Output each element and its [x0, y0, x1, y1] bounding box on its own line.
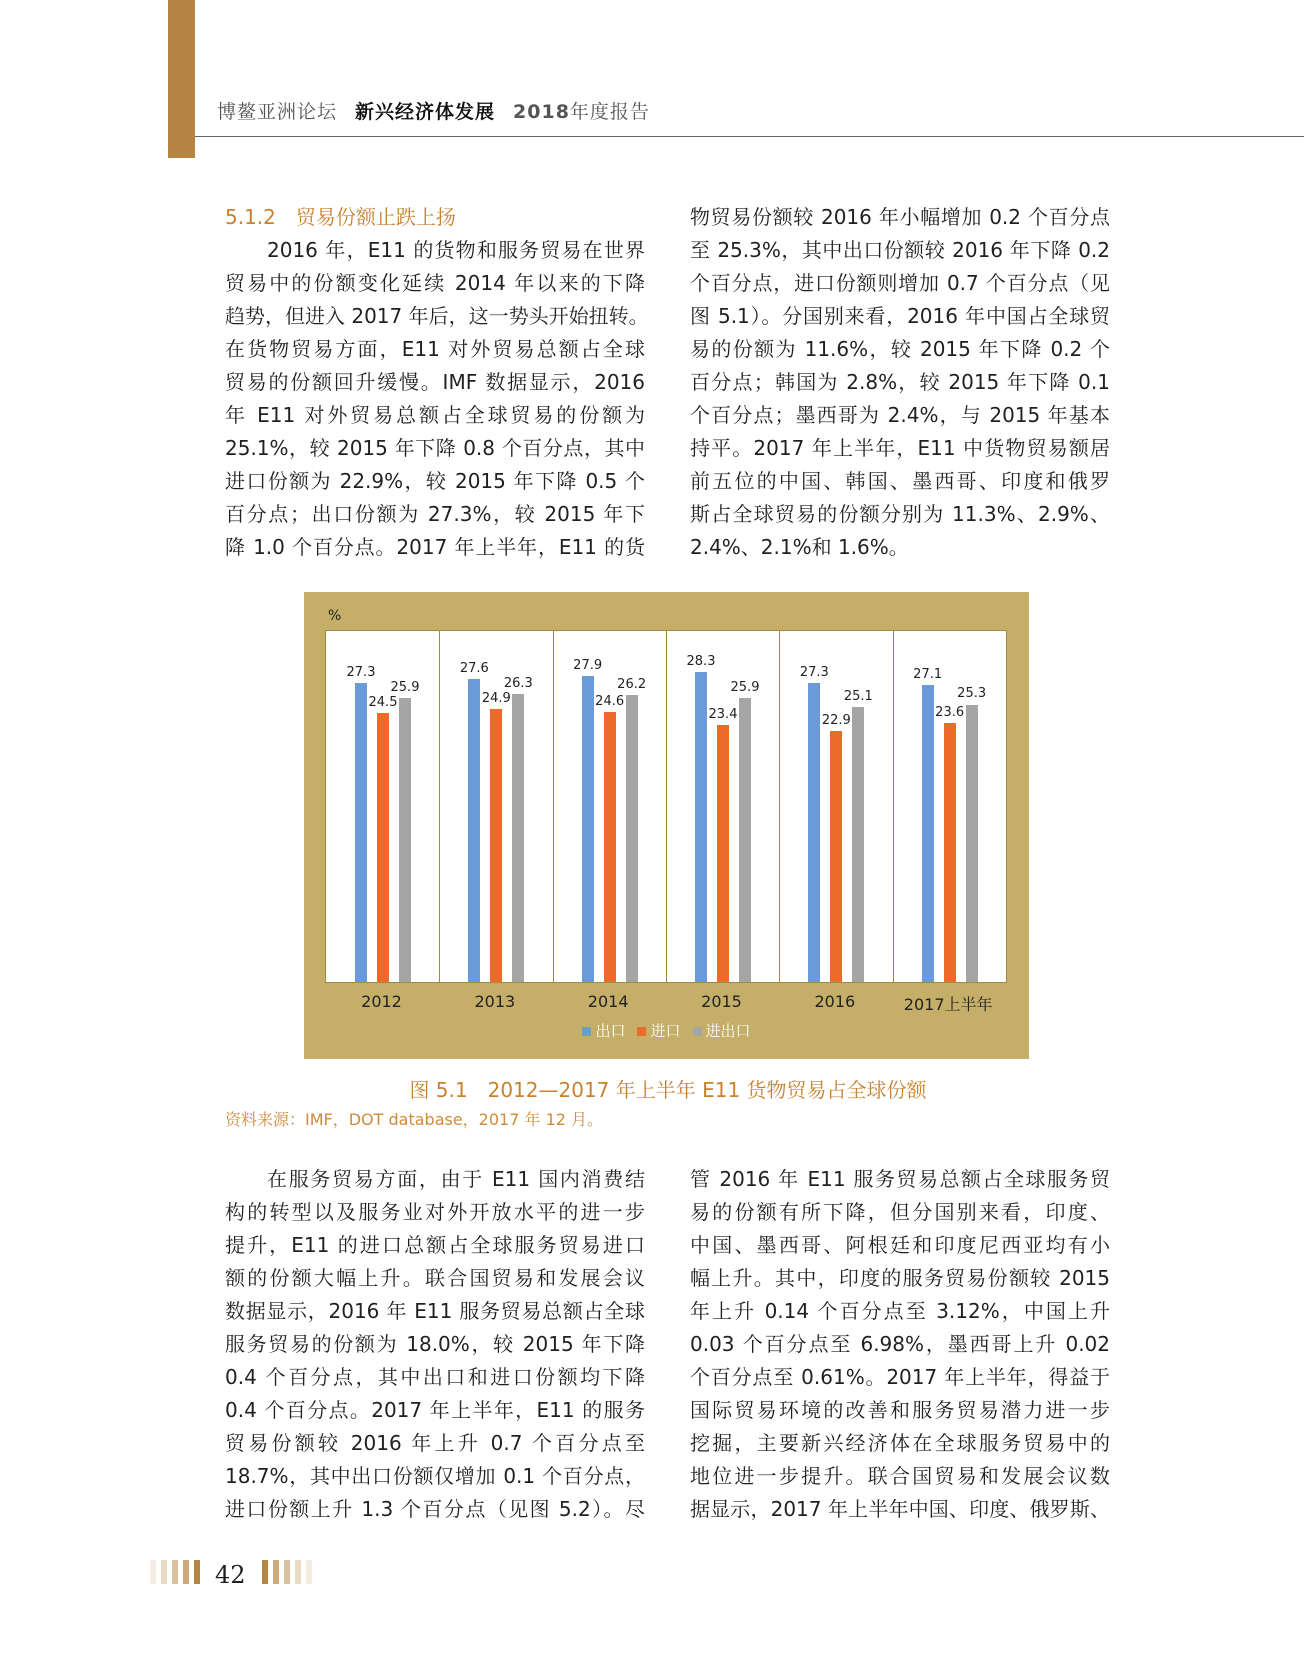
text-line: 2.4%、2.1%和 1.6%。 — [690, 535, 909, 559]
header-divider — [195, 136, 1304, 137]
section-heading: 5.1.2 贸易份额止跌上扬 — [225, 205, 456, 229]
value-label: 25.9 — [390, 679, 420, 695]
header-forum: 博鳌亚洲论坛 — [217, 101, 338, 123]
decorative-stripe — [295, 1560, 301, 1584]
decorative-stripe — [183, 1560, 189, 1584]
value-label: 26.2 — [617, 676, 647, 692]
plot-area — [325, 630, 1007, 983]
bar-进口-2014 — [604, 712, 616, 982]
text-line: 贸易份额较 2016 年上升 0.7 个百分点至 — [225, 1431, 645, 1455]
text-line: 进口份额上升 1.3 个百分点（见图 5.2）。尽 — [225, 1497, 645, 1521]
value-label: 27.1 — [913, 666, 943, 682]
bar-进口-2016 — [830, 731, 842, 982]
bar-进口-2017上半年 — [944, 723, 956, 982]
bar-进出口-2015 — [739, 698, 751, 982]
decorative-stripe — [194, 1560, 200, 1584]
value-label: 24.9 — [481, 690, 511, 706]
legend-item — [637, 1022, 680, 1040]
legend-item — [693, 1022, 751, 1040]
bar-进出口-2016 — [852, 707, 864, 982]
legend-label: 进口 — [650, 1022, 681, 1040]
text-column-top-left — [225, 201, 649, 564]
bar-出口-2013 — [468, 679, 480, 982]
bar-进出口-2013 — [512, 694, 524, 982]
figure-caption: 图 5.1 2012—2017 年上半年 E11 货物贸易占全球份额 — [409, 1078, 927, 1102]
x-tick-label: 2015 — [701, 992, 742, 1011]
decorative-stripe — [262, 1560, 268, 1584]
text-line: 贸易的份额回升缓慢。IMF 数据显示，2016 — [225, 370, 645, 394]
figure-source: 资料来源：IMF，DOT database，2017 年 12 月。 — [225, 1110, 604, 1129]
bar-进口-2013 — [490, 709, 502, 982]
value-label: 23.6 — [935, 705, 965, 721]
bar-进口-2015 — [717, 725, 729, 982]
value-label: 27.6 — [459, 661, 489, 677]
value-label: 23.4 — [708, 707, 738, 723]
header-suffix: 年度报告 — [569, 101, 650, 123]
value-label: 27.3 — [346, 664, 376, 680]
value-label: 28.3 — [686, 653, 716, 669]
text-line: 个百分点至 0.61%。2017 年上半年，得益于 — [690, 1365, 1110, 1389]
text-line: 管 2016 年 E11 服务贸易总额占全球服务贸 — [690, 1167, 1110, 1191]
value-label: 27.9 — [573, 657, 603, 673]
text-line: 构的转型以及服务业对外开放水平的进一步 — [225, 1200, 645, 1224]
text-line: 据显示，2017 年上半年中国、印度、俄罗斯、 — [690, 1497, 1110, 1521]
text-column-bottom-left — [225, 1163, 645, 1526]
text-line: 国际贸易环境的改善和服务贸易潜力进一步 — [690, 1398, 1110, 1422]
legend-label: 进出口 — [705, 1022, 751, 1040]
text-line: 挖掘，主要新兴经济体在全球服务贸易中的 — [690, 1431, 1110, 1455]
text-line: 年上升 0.14 个百分点至 3.12%，中国上升 — [690, 1299, 1110, 1323]
text-column-bottom-right — [690, 1163, 1110, 1526]
text-line: 个百分点，进口份额则增加 0.7 个百分点（见 — [690, 271, 1110, 295]
group-divider — [553, 631, 554, 982]
text-line: 0.4 个百分点。2017 年上半年，E11 的服务 — [225, 1398, 645, 1422]
text-line: 额的份额大幅上升。联合国贸易和发展会议 — [225, 1266, 645, 1290]
text-line: 贸易中的份额变化延续 2014 年以来的下降 — [225, 271, 645, 295]
bar-进出口-2012 — [399, 698, 411, 982]
text-line: 中国、墨西哥、阿根廷和印度尼西亚均有小 — [690, 1233, 1110, 1257]
text-line: 趋势，但进入 2017 年后，这一势头开始扭转。 — [225, 304, 649, 328]
text-line: 数据显示，2016 年 E11 服务贸易总额占全球 — [225, 1299, 645, 1323]
bar-进出口-2014 — [626, 695, 638, 982]
decorative-stripe — [161, 1560, 167, 1584]
text-line: 图 5.1）。分国别来看，2016 年中国占全球贸 — [690, 304, 1110, 328]
page-number: 42 — [215, 1561, 246, 1589]
decorative-stripe — [172, 1560, 178, 1584]
bar-出口-2017上半年 — [922, 685, 934, 982]
text-line: 降 1.0 个百分点。2017 年上半年，E11 的货 — [225, 535, 645, 559]
text-line: 前五位的中国、韩国、墨西哥、印度和俄罗 — [690, 469, 1110, 493]
text-line: 服务贸易的份额为 18.0%，较 2015 年下降 — [225, 1332, 645, 1356]
text-line: 物贸易份额较 2016 年小幅增加 0.2 个百分点 — [690, 205, 1110, 229]
x-tick-label: 2012 — [361, 992, 402, 1011]
text-line: 25.1%，较 2015 年下降 0.8 个百分点，其中 — [225, 436, 645, 460]
text-line: 百分点；韩国为 2.8%，较 2015 年下降 0.1 — [690, 370, 1110, 394]
text-line: 幅上升。其中，印度的服务贸易份额较 2015 — [690, 1266, 1110, 1290]
header-title: 新兴经济体发展 — [355, 101, 496, 123]
bar-进口-2012 — [377, 713, 389, 982]
legend-swatch — [693, 1027, 702, 1036]
x-tick-label: 2016 — [814, 992, 856, 1011]
header-accent-bar — [168, 0, 195, 158]
group-divider — [893, 631, 894, 982]
bar-出口-2012 — [355, 683, 367, 982]
group-divider — [779, 631, 780, 982]
legend-swatch — [637, 1027, 646, 1036]
x-tick-label: 2014 — [587, 992, 629, 1011]
text-line: 地位进一步提升。联合国贸易和发展会议数 — [690, 1464, 1110, 1488]
decorative-stripe — [150, 1560, 156, 1584]
value-label: 24.5 — [368, 695, 398, 711]
text-line: 易的份额为 11.6%，较 2015 年下降 0.2 个 — [690, 337, 1110, 361]
value-label: 25.1 — [843, 688, 873, 704]
value-label: 27.3 — [799, 664, 829, 680]
running-header — [217, 97, 650, 124]
text-line: 斯占全球贸易的份额分别为 11.3%、2.9%、 — [690, 502, 1110, 526]
text-line: 年 E11 对外贸易总额占全球贸易的份额为 — [225, 403, 645, 427]
text-line: 百分点；出口份额为 27.3%，较 2015 年下 — [225, 502, 645, 526]
bar-chart — [304, 592, 1029, 1059]
text-line: 进口份额为 22.9%，较 2015 年下降 0.5 个 — [225, 469, 645, 493]
decorative-stripe — [273, 1560, 279, 1584]
decorative-stripe — [306, 1560, 312, 1584]
value-label: 26.3 — [503, 675, 533, 691]
text-line: 至 25.3%，其中出口份额较 2016 年下降 0.2 — [690, 238, 1110, 262]
value-label: 22.9 — [821, 712, 851, 728]
text-line: 18.7%，其中出口份额仅增加 0.1 个百分点， — [225, 1464, 645, 1488]
bar-出口-2014 — [582, 676, 594, 982]
decorative-stripe — [284, 1560, 290, 1584]
value-label: 24.6 — [595, 694, 625, 710]
legend — [304, 1020, 1029, 1041]
group-divider — [439, 631, 440, 982]
group-divider — [666, 631, 667, 982]
x-tick-label: 2013 — [474, 992, 516, 1011]
value-label: 25.9 — [730, 679, 760, 695]
text-column-top-right — [690, 201, 1110, 564]
text-line: 持平。2017 年上半年，E11 中货物贸易额居 — [690, 436, 1110, 460]
legend-label: 出口 — [595, 1022, 626, 1040]
page-footer — [150, 1560, 317, 1590]
text-line: 在服务贸易方面，由于 E11 国内消费结 — [267, 1167, 645, 1191]
header-year: 2018 — [513, 101, 570, 123]
y-axis-unit: % — [328, 608, 342, 624]
value-label: 25.3 — [957, 686, 987, 702]
legend-item — [582, 1022, 625, 1040]
legend-swatch — [582, 1027, 591, 1036]
text-line: 易的份额有所下降，但分国别来看，印度、 — [690, 1200, 1110, 1224]
bar-进出口-2017上半年 — [966, 705, 978, 983]
x-tick-label: 2017上半年 — [903, 995, 993, 1014]
text-line: 在货物贸易方面，E11 对外贸易总额占全球 — [225, 337, 645, 361]
text-line: 0.4 个百分点，其中出口和进口份额均下降 — [225, 1365, 645, 1389]
text-line: 2016 年，E11 的货物和服务贸易在世界 — [267, 238, 645, 262]
text-line: 个百分点；墨西哥为 2.4%，与 2015 年基本 — [690, 403, 1110, 427]
text-line: 0.03 个百分点至 6.98%，墨西哥上升 0.02 — [690, 1332, 1110, 1356]
text-line: 提升，E11 的进口总额占全球服务贸易进口 — [225, 1233, 645, 1257]
